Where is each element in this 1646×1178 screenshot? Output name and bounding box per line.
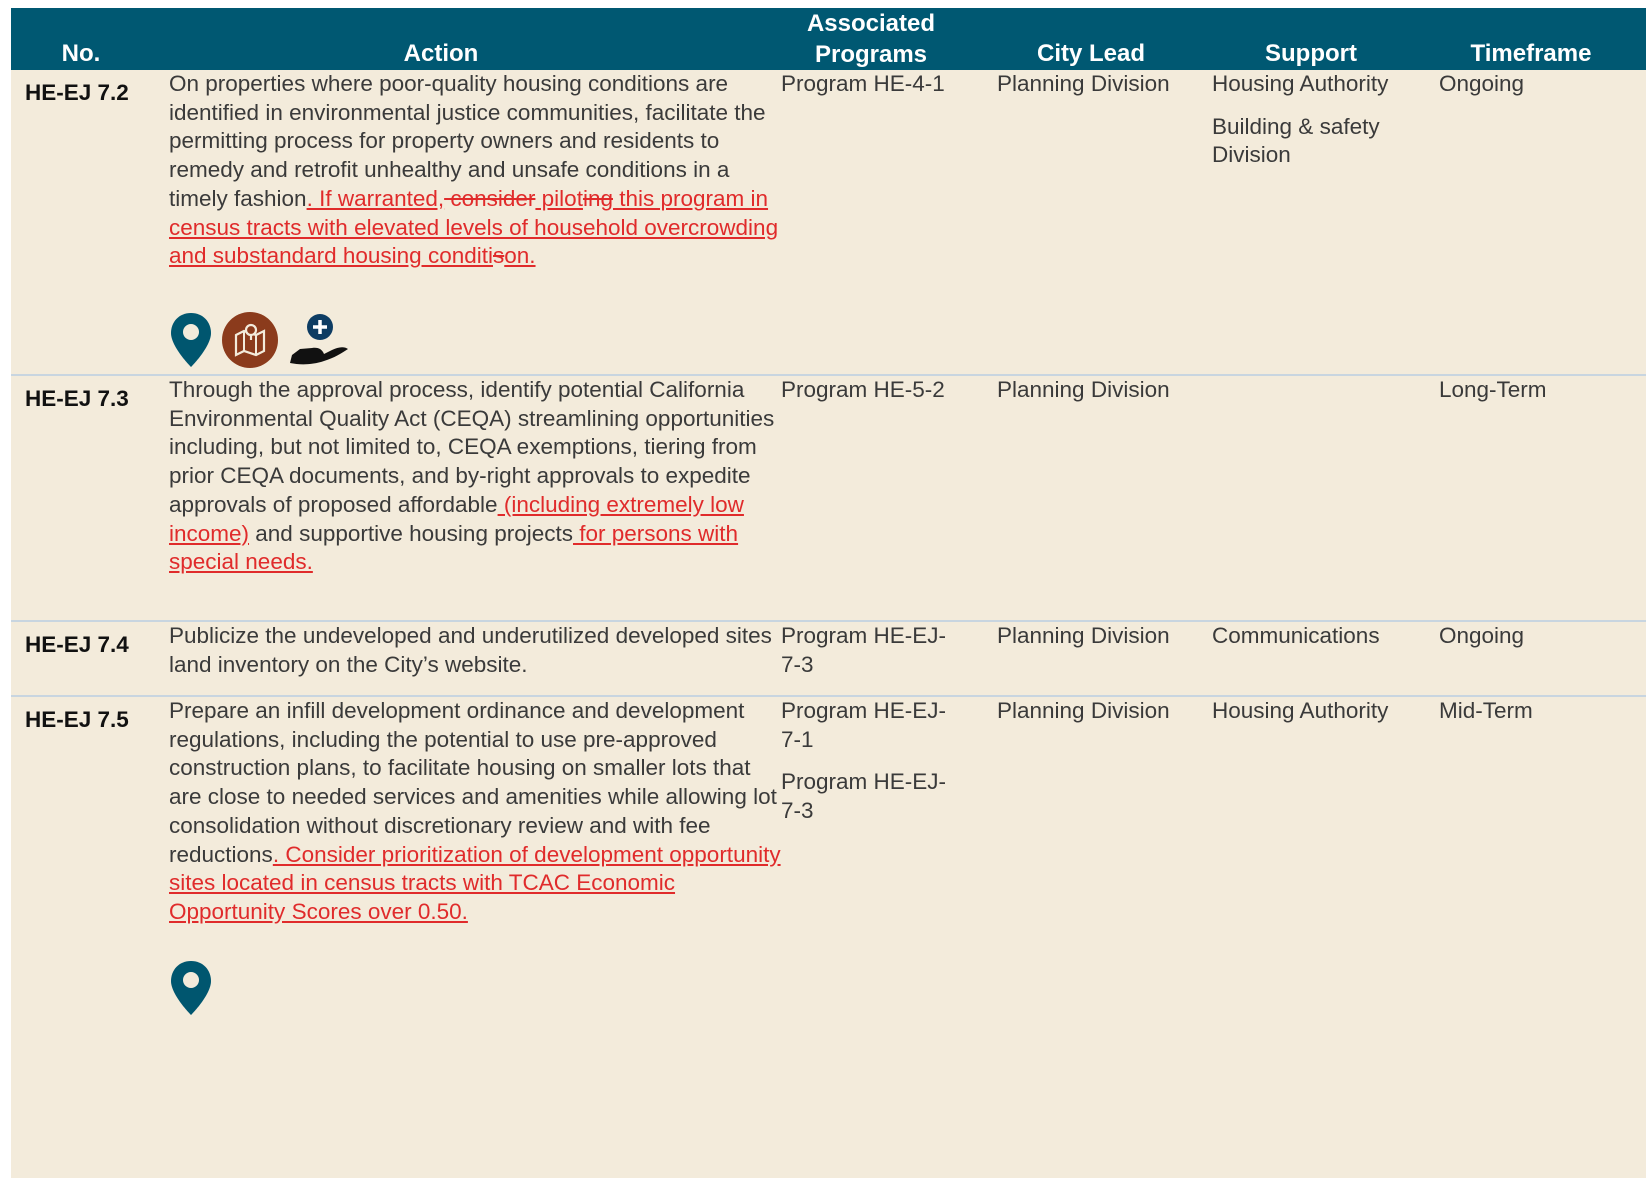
deleted-text: s <box>493 243 505 269</box>
action-text: Prepare an infill development ordinance and development regulations, including the potential to use pre-approved construction plans, to facilitate housing on smaller lots that are close to needed services and amenities while allowing lot consolidation without discretionary review and with fee reductions. Consider prioritization of development opportunity sites located in census tracts with TCAC Economic Opportunity Scores over 0.50. <box>169 698 781 924</box>
inserted-text: pilot <box>535 185 583 211</box>
city-lead: Planning Division <box>997 698 1170 723</box>
header-no: No. <box>61 40 101 67</box>
action-number: HE-EJ 7.5 <box>25 707 129 732</box>
table-row <box>11 697 1646 1167</box>
inserted-text: this program in census tracts with elevated levels of household overcrowding and substandard housing conditi <box>169 185 779 269</box>
support: Housing Authority <box>1212 698 1389 723</box>
timeframe: Ongoing <box>1439 71 1525 96</box>
city-lead: Planning Division <box>997 377 1170 402</box>
timeframe: Ongoing <box>1439 623 1525 648</box>
action-number: HE-EJ 7.2 <box>25 80 129 105</box>
action-number: HE-EJ 7.4 <box>25 632 129 657</box>
support: Communications <box>1212 623 1380 648</box>
inserted-text: on. <box>504 243 536 269</box>
map-pin-icon <box>169 311 213 369</box>
table-row <box>11 622 1646 694</box>
action-text: On properties where poor-quality housing conditions are identified in environmental justice communities, facilitate the permitting process for property owners and residents to remedy and retrofit unhealthy and unsafe conditions in a timely fashion. If warranted, consider piloting this program in census tracts with elevated levels of household overcrowding and substandard housing conditison. <box>169 71 779 269</box>
map-search-icon <box>221 311 279 369</box>
associated-programs: Program HE-5-2 <box>781 377 945 402</box>
support: Housing Authority Building & safety Division <box>1212 71 1389 168</box>
helping-hand-icon <box>288 311 350 369</box>
action-text: Through the approval process, identify potential California Environmental Quality Act (CEQA) streamlining opportunities including, but not limited to, CEQA exemptions, tiering from prior CEQA documents, and by-right approvals to expedite approvals of proposed affordable (including extremely low income) and supportive housing projects for persons with special needs. <box>169 377 775 575</box>
deleted-text: consider <box>444 185 536 211</box>
header-city-lead: City Lead <box>1036 40 1146 67</box>
category-icons <box>169 959 217 1017</box>
associated-programs: Program HE-EJ-7-1 Program HE-EJ-7-3 <box>781 698 947 824</box>
timeframe: Mid-Term <box>1439 698 1533 723</box>
category-icons <box>169 311 354 369</box>
associated-programs: Program HE-EJ-7-3 <box>781 623 947 677</box>
action-text: Publicize the undeveloped and underutilized developed sites land inventory on the City’s website. <box>169 623 772 677</box>
table-row <box>11 70 1646 370</box>
timeframe: Long-Term <box>1439 377 1547 402</box>
inserted-text: . Consider prioritization of development opportunity sites located in census tracts with TCAC Economic Opportunity Scores over 0.50. <box>169 841 781 924</box>
associated-programs: Program HE-4-1 <box>781 71 945 96</box>
action-number: HE-EJ 7.3 <box>25 386 129 411</box>
table-header <box>11 8 1646 70</box>
header-associated-programs: Associated Programs <box>806 10 936 68</box>
header-support: Support <box>1265 40 1357 67</box>
header-timeframe: Timeframe <box>1470 40 1592 67</box>
implementation-table <box>11 8 1646 1178</box>
table-row <box>11 376 1646 612</box>
inserted-text: for persons with special needs. <box>169 520 739 575</box>
header-action: Action <box>403 40 479 67</box>
deleted-text: ing <box>582 185 613 211</box>
map-pin-icon <box>169 959 213 1017</box>
city-lead: Planning Division <box>997 71 1170 96</box>
inserted-text: (including extremely low income) <box>169 491 744 546</box>
inserted-text: . If warranted, <box>306 185 445 211</box>
city-lead: Planning Division <box>997 623 1170 648</box>
